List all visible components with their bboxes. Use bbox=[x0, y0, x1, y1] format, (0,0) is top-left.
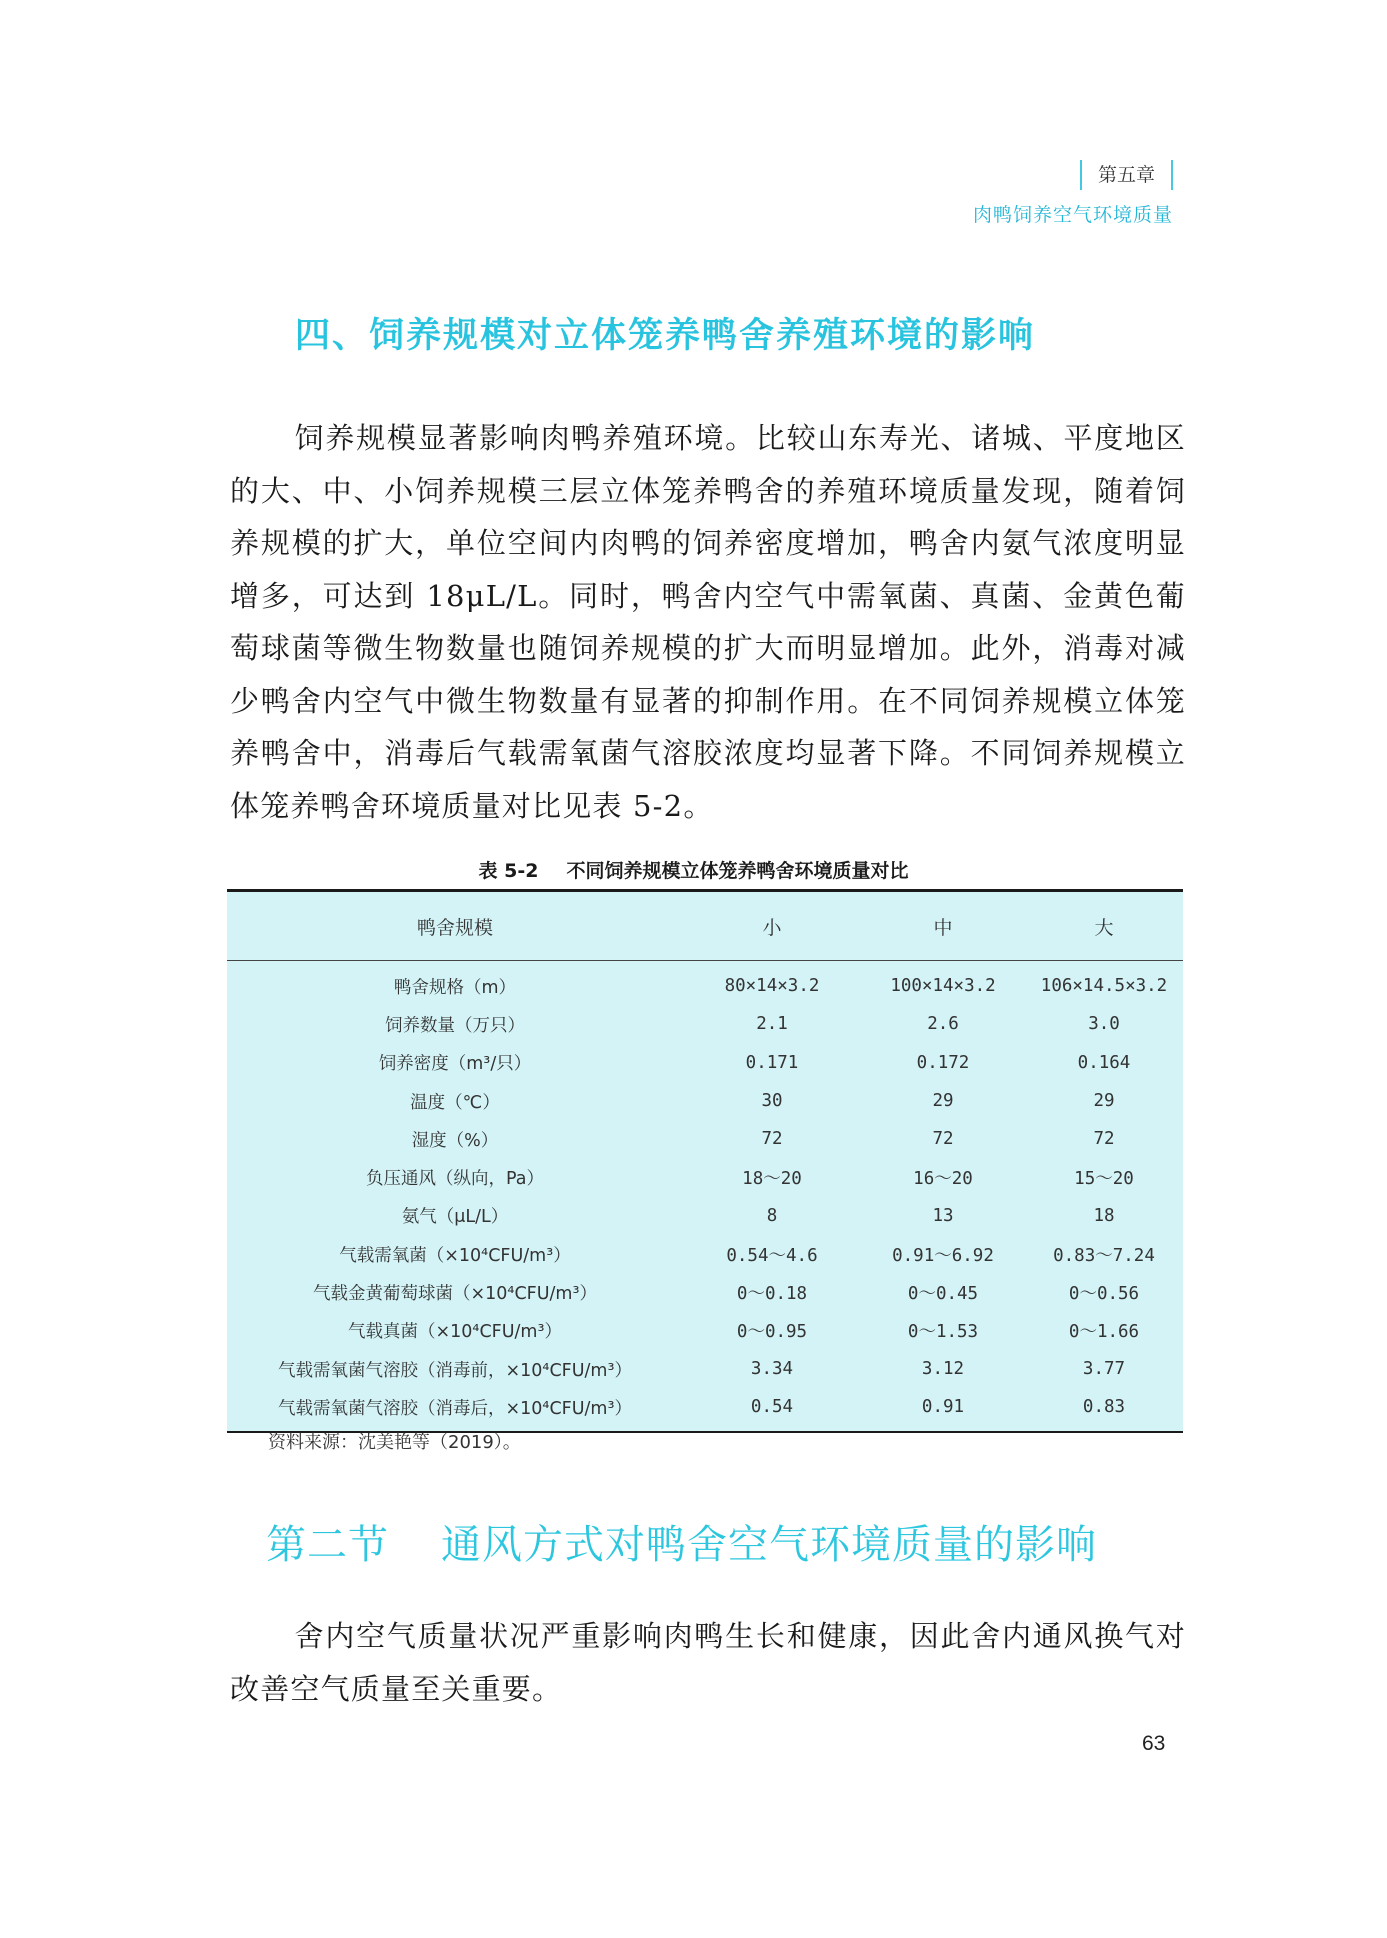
section-number: 第二节 bbox=[266, 1522, 389, 1568]
table-cell: 0.54～4.6 bbox=[726, 1245, 818, 1266]
table-cell: 3.0 bbox=[1088, 1014, 1120, 1035]
header-cell: 鸭舍规模 bbox=[227, 891, 683, 961]
table-container bbox=[227, 889, 1183, 1433]
table-row bbox=[227, 1312, 1183, 1350]
table-cell: 0.171 bbox=[745, 1052, 799, 1073]
row-label: 气载真菌（×10⁴CFU/m³） bbox=[348, 1322, 562, 1343]
table-cell: 0～0.56 bbox=[1068, 1284, 1140, 1305]
table-source-note: 资料来源：沈美艳等（2019）。 bbox=[268, 1432, 521, 1453]
table-title: 不同饲养规模立体笼养鸭舍环境质量对比 bbox=[566, 860, 909, 882]
table-cell: 3.34 bbox=[750, 1359, 794, 1380]
table-row bbox=[227, 961, 1183, 1006]
table-row bbox=[227, 1158, 1183, 1196]
table-cell: 15～20 bbox=[1074, 1169, 1134, 1190]
table-number: 表 5-2 bbox=[478, 860, 539, 882]
table-cell: 72 bbox=[1093, 1129, 1115, 1150]
row-label: 气载需氧菌（×10⁴CFU/m³） bbox=[339, 1245, 571, 1266]
table-cell: 0.54 bbox=[683, 1388, 861, 1431]
header-cell: 中 bbox=[861, 891, 1025, 961]
table-cell: 0～0.18 bbox=[736, 1284, 808, 1305]
chapter-title: 肉鸭饲养空气环境质量 bbox=[972, 204, 1173, 226]
row-label: 氨气（μL/L） bbox=[401, 1207, 509, 1228]
table-cell: 29 bbox=[932, 1091, 954, 1112]
section-heading bbox=[266, 1513, 1097, 1570]
body-paragraph-1-text: 饲养规模显著影响肉鸭养殖环境。比较山东寿光、诸城、平度地区的大、中、小饲养规模三层立体笼养鸭舍的养殖环境质量发现，随着饲养规模的扩大，单位空间内肉鸭的饲养密度增加，鸭舍内氨气浓度明显增多，可达到 18μL/L。同时，鸭舍内空气中需氧菌、真菌、金黄色葡萄球菌等微生物数量也随饲养规模的扩大而明显增加。此外，消毒对减少鸭舍内空气中微生物数量有显著的抑制作用。在不同饲养规模立体笼养鸭舍中，消毒后气载需氧菌气溶胶浓度均显著下降。不同饲养规模立体笼养鸭舍环境质量对比见表 5-2。 bbox=[230, 421, 1186, 823]
table-cell: 3.77 bbox=[1082, 1359, 1126, 1380]
table-cell: 2.1 bbox=[756, 1014, 788, 1035]
table-cell: 18～20 bbox=[742, 1169, 802, 1190]
data-table bbox=[227, 889, 1183, 1433]
table-cell: 0～1.53 bbox=[907, 1322, 979, 1343]
running-header bbox=[973, 160, 1173, 227]
row-label: 饲养数量（万只） bbox=[385, 1015, 525, 1036]
table-row bbox=[227, 1044, 1183, 1082]
section-title: 通风方式对鸭舍空气环境质量的影响 bbox=[441, 1522, 1097, 1568]
table-cell: 8 bbox=[766, 1205, 778, 1226]
table-row bbox=[227, 1235, 1183, 1273]
header-cell: 小 bbox=[683, 891, 861, 961]
table-cell: 18 bbox=[1093, 1205, 1115, 1226]
table-cell: 0～0.45 bbox=[907, 1284, 979, 1305]
table-cell: 16～20 bbox=[913, 1169, 973, 1190]
row-label: 温度（℃） bbox=[410, 1092, 500, 1113]
table-row bbox=[227, 1197, 1183, 1235]
body-paragraph-2 bbox=[230, 1610, 1186, 1715]
row-label: 湿度（%） bbox=[411, 1130, 499, 1151]
table-cell: 80×14×3.2 bbox=[724, 976, 820, 997]
section-heading-4: 四、饲养规模对立体笼养鸭舍养殖环境的影响 bbox=[295, 316, 1036, 356]
row-label: 气载需氧菌气溶胶（消毒前，×10⁴CFU/m³） bbox=[278, 1360, 632, 1381]
row-label: 气载需氧菌气溶胶（消毒后，×10⁴CFU/m³） bbox=[227, 1388, 683, 1431]
table-cell: 0.83～7.24 bbox=[1053, 1245, 1155, 1266]
table-cell: 0.91 bbox=[861, 1388, 1025, 1431]
table-cell: 72 bbox=[932, 1129, 954, 1150]
table-row bbox=[227, 1388, 1183, 1431]
chapter-number: 第五章 bbox=[1080, 160, 1173, 190]
body-paragraph-2-text: 舍内空气质量状况严重影响肉鸭生长和健康，因此舍内通风换气对改善空气质量至关重要。 bbox=[230, 1619, 1186, 1706]
table-row bbox=[227, 1273, 1183, 1311]
table-cell: 29 bbox=[1093, 1091, 1115, 1112]
table-caption bbox=[0, 856, 1387, 883]
row-label: 负压通风（纵向，Pa） bbox=[366, 1169, 544, 1190]
table-row bbox=[227, 1082, 1183, 1120]
table-cell: 0～1.66 bbox=[1068, 1322, 1140, 1343]
header-cell: 大 bbox=[1025, 891, 1183, 961]
row-label: 气载金黄葡萄球菌（×10⁴CFU/m³） bbox=[313, 1284, 597, 1305]
table-cell: 0.91～6.92 bbox=[892, 1245, 994, 1266]
table-cell: 0.172 bbox=[916, 1052, 970, 1073]
table-cell: 3.12 bbox=[921, 1359, 965, 1380]
table-cell: 2.6 bbox=[927, 1014, 959, 1035]
table-row bbox=[227, 1005, 1183, 1043]
table-cell: 0.164 bbox=[1077, 1052, 1131, 1073]
table-cell: 0～0.95 bbox=[736, 1322, 808, 1343]
table-cell: 100×14×3.2 bbox=[890, 976, 996, 997]
table-header-row bbox=[227, 891, 1183, 961]
row-label: 鸭舍规格（m） bbox=[393, 977, 517, 998]
table-cell: 0.83 bbox=[1025, 1388, 1183, 1431]
table-cell: 30 bbox=[761, 1091, 783, 1112]
table-cell: 106×14.5×3.2 bbox=[1040, 976, 1168, 997]
body-paragraph-1 bbox=[230, 412, 1186, 832]
table-row bbox=[227, 1120, 1183, 1158]
table-row bbox=[227, 1350, 1183, 1388]
table-cell: 72 bbox=[761, 1129, 783, 1150]
page-number: 63 bbox=[1142, 1732, 1166, 1755]
table-cell: 13 bbox=[932, 1205, 954, 1226]
row-label: 饲养密度（m³/只） bbox=[378, 1054, 532, 1075]
